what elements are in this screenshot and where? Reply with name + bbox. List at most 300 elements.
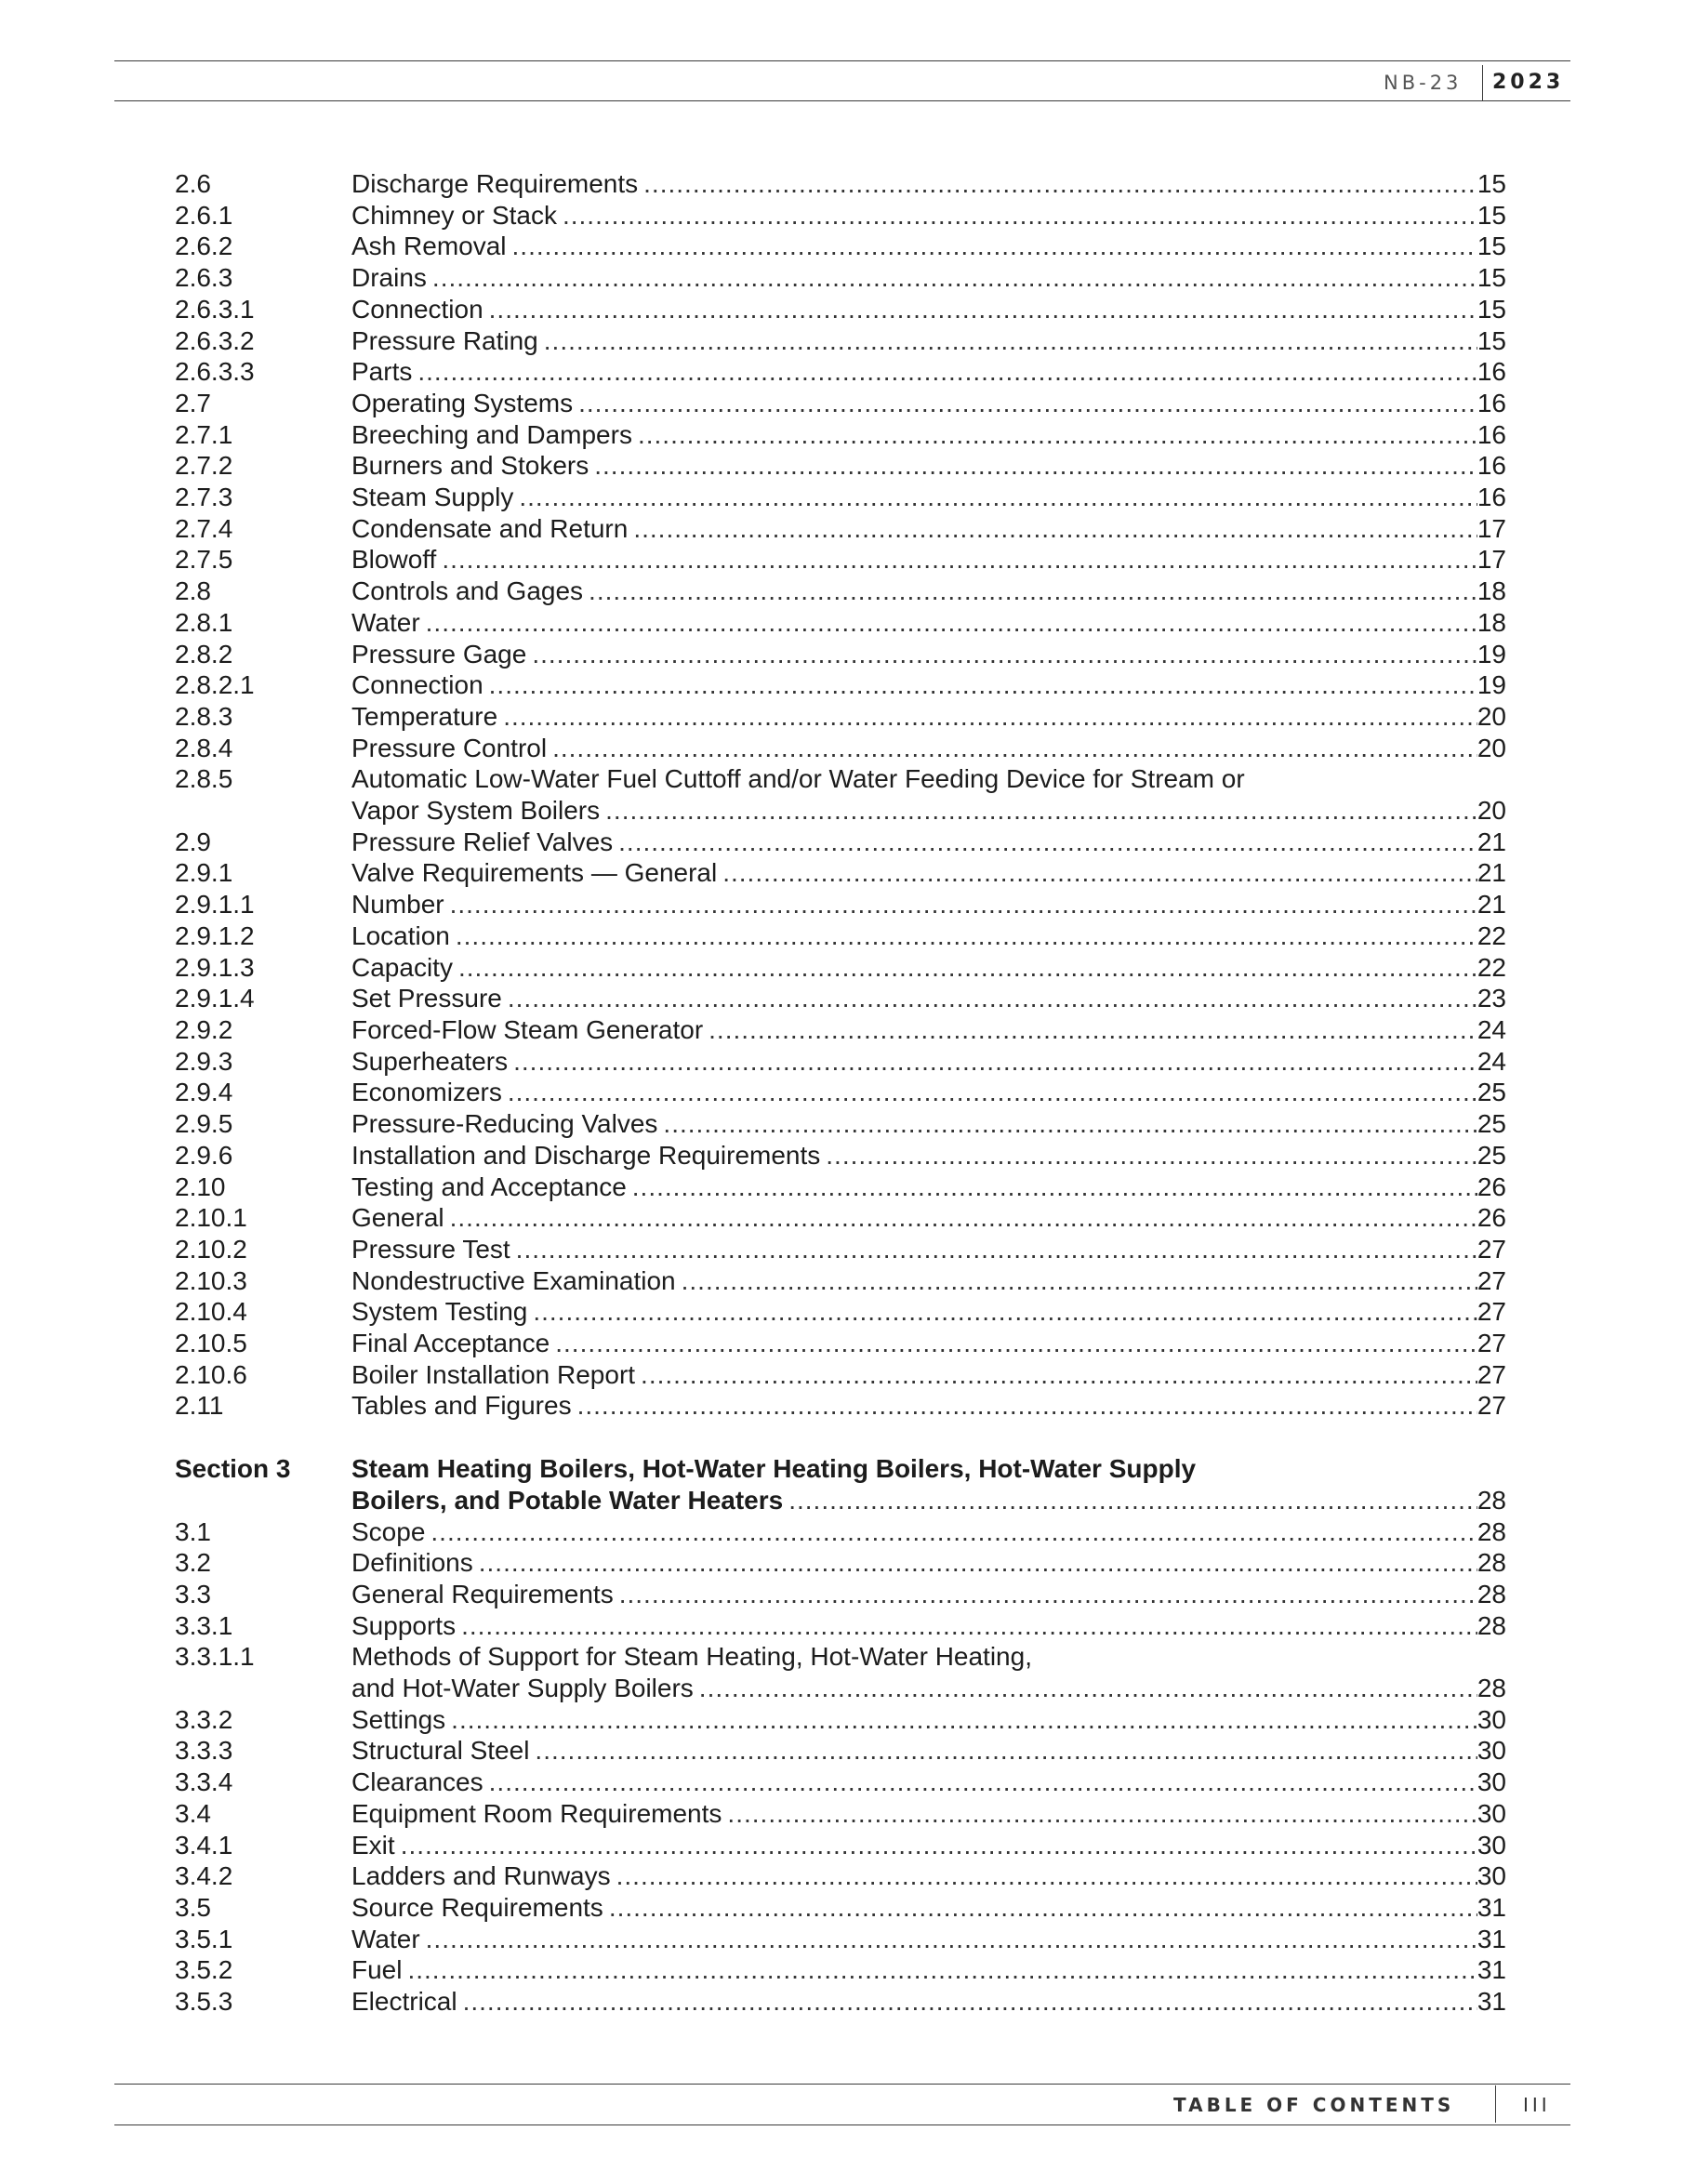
page-number: 31 [1477, 1892, 1506, 1922]
dot-leader [616, 1860, 1477, 1892]
entry-line [351, 1359, 1506, 1391]
dot-leader [633, 513, 1477, 545]
entry-title: Testing and Acceptance [351, 1171, 627, 1201]
entry-title: Boiler Installation Report [351, 1359, 636, 1389]
section-number: 2.9.1.2 [175, 920, 255, 950]
footer-page-numeral: III [1523, 2094, 1551, 2116]
toc-entry [175, 168, 1506, 200]
toc-entry [175, 388, 1506, 419]
entry-line [351, 168, 1506, 200]
page-number: 19 [1477, 670, 1506, 700]
entry-title: General Requirements [351, 1579, 614, 1608]
dot-leader [426, 607, 1477, 639]
toc-entry [175, 1986, 1506, 2018]
section-number: 2.9.1.4 [175, 984, 255, 1013]
page-number: 26 [1477, 1203, 1506, 1233]
page-number: 28 [1477, 1674, 1506, 1703]
dot-leader [461, 1610, 1477, 1642]
toc-entry [175, 1641, 1506, 1703]
entry-title: Pressure-Reducing Valves [351, 1109, 658, 1139]
footer-divider [1495, 2085, 1496, 2123]
entry-title: Boilers, and Potable Water Heaters [351, 1485, 784, 1515]
entry-body [351, 1108, 1506, 1140]
entry-line [351, 763, 1506, 795]
entry-body [351, 733, 1506, 764]
entry-body [351, 419, 1506, 451]
toc-entry [175, 1296, 1506, 1328]
toc-entry [175, 356, 1506, 388]
toc-entry [175, 1453, 1506, 1516]
toc-entry [175, 669, 1506, 701]
entry-title: Blowoff [351, 545, 437, 575]
entry-body [351, 1234, 1506, 1265]
toc-entry [175, 1046, 1506, 1078]
dot-leader [519, 482, 1477, 513]
toc-entry [175, 1328, 1506, 1359]
page-number: 16 [1477, 388, 1506, 417]
entry-line [351, 1924, 1506, 1955]
entry-line [351, 1735, 1506, 1767]
entry-title: Ladders and Runways [351, 1861, 611, 1891]
entry-body [351, 544, 1506, 576]
toc-entry [175, 607, 1506, 639]
section-number: 3.3 [175, 1579, 211, 1608]
dot-leader [618, 827, 1477, 858]
entry-title: Burners and Stokers [351, 451, 589, 481]
entry-title: Water [351, 1924, 420, 1953]
dot-leader [638, 419, 1477, 451]
entry-body [351, 920, 1506, 952]
section-number: 2.8 [175, 576, 211, 606]
entry-title: Steam Supply [351, 483, 514, 512]
dot-leader [532, 639, 1477, 670]
dot-leader [489, 1767, 1477, 1798]
entry-line [351, 1892, 1506, 1924]
page-number: 31 [1477, 1955, 1506, 1985]
entry-body [351, 1453, 1506, 1516]
entry-body [351, 1830, 1506, 1861]
section-number: 3.3.1.1 [175, 1642, 255, 1672]
entry-body [351, 639, 1506, 670]
page-number: 28 [1477, 1610, 1506, 1640]
entry-title: Tables and Figures [351, 1391, 572, 1421]
section-number: 2.7.1 [175, 419, 233, 449]
entry-body [351, 1328, 1506, 1359]
entry-title: Breeching and Dampers [351, 419, 632, 449]
entry-body [351, 607, 1506, 639]
dot-leader [508, 983, 1477, 1014]
entry-body [351, 1202, 1506, 1234]
toc-entry [175, 1954, 1506, 1986]
entry-body [351, 1171, 1506, 1203]
entry-line [351, 1046, 1506, 1078]
entry-line [351, 1108, 1506, 1140]
entry-body [351, 983, 1506, 1014]
entry-line [351, 952, 1506, 984]
dot-leader [727, 1798, 1477, 1830]
entry-body [351, 576, 1506, 607]
entry-body [351, 1798, 1506, 1830]
entry-body [351, 1892, 1506, 1924]
entry-title: Controls and Gages [351, 576, 584, 606]
section-number: 3.4 [175, 1798, 211, 1828]
entry-title: Source Requirements [351, 1892, 603, 1922]
entry-title: Connection [351, 670, 483, 700]
toc-entry [175, 231, 1506, 262]
entry-title: Steam Heating Boilers, Hot-Water Heating Boilers, Hot-Water Supply [351, 1454, 1197, 1484]
dot-leader [544, 325, 1477, 357]
toc-entry [175, 827, 1506, 858]
entry-body [351, 1641, 1506, 1703]
entry-title: and Hot-Water Supply Boilers [351, 1674, 694, 1703]
entry-body [351, 669, 1506, 701]
dot-leader [826, 1140, 1477, 1171]
entry-body [351, 1265, 1506, 1297]
dot-leader [643, 168, 1477, 200]
entry-line [351, 1234, 1506, 1265]
dot-leader [641, 1359, 1477, 1391]
entry-body [351, 952, 1506, 984]
page-number: 26 [1477, 1171, 1506, 1201]
toc-entry [175, 294, 1506, 325]
page-number: 16 [1477, 419, 1506, 449]
toc-entry [175, 1265, 1506, 1297]
toc-entry [175, 1892, 1506, 1924]
section-number: 2.7.2 [175, 451, 233, 481]
page-number: 24 [1477, 1046, 1506, 1076]
entry-line [351, 795, 1506, 827]
entry-body [351, 1359, 1506, 1391]
entry-line [351, 1610, 1506, 1642]
entry-title: Economizers [351, 1078, 502, 1107]
entry-title: Equipment Room Requirements [351, 1798, 722, 1828]
entry-line [351, 419, 1506, 451]
entry-line [351, 889, 1506, 920]
toc-entry [175, 983, 1506, 1014]
page-number: 17 [1477, 513, 1506, 543]
entry-title: Superheaters [351, 1046, 509, 1076]
entry-title: Pressure Test [351, 1234, 510, 1264]
section-number: 2.9.5 [175, 1109, 233, 1139]
entry-title: Chimney or Stack [351, 200, 557, 230]
page-number: 31 [1477, 1987, 1506, 2017]
entry-line [351, 701, 1506, 733]
page-number: 25 [1477, 1140, 1506, 1170]
entry-body [351, 294, 1506, 325]
page-number: 25 [1477, 1109, 1506, 1139]
entry-line [351, 1202, 1506, 1234]
entry-title: Vapor System Boilers [351, 796, 601, 826]
entry-line [351, 983, 1506, 1014]
entry-line [351, 325, 1506, 357]
table-of-contents [175, 168, 1506, 2018]
section-number: 2.8.1 [175, 607, 233, 637]
entry-line [351, 1986, 1506, 2018]
page-number: 16 [1477, 483, 1506, 512]
section-number: 2.8.4 [175, 733, 233, 762]
entry-line [351, 1296, 1506, 1328]
section-number: 2.8.2.1 [175, 670, 255, 700]
dot-leader [463, 1986, 1477, 2018]
page-number: 27 [1477, 1234, 1506, 1264]
dot-leader [432, 262, 1477, 294]
dot-leader [451, 1704, 1477, 1736]
section-number: 2.8.3 [175, 701, 233, 731]
entry-title: Exit [351, 1830, 395, 1860]
entry-line [351, 1954, 1506, 1986]
entry-line [351, 1516, 1506, 1548]
header-doc-code: NB-23 [1384, 72, 1463, 94]
section-number: 2.9 [175, 827, 211, 856]
footer-bottom-rule [114, 2124, 1570, 2125]
entry-body [351, 325, 1506, 357]
dot-leader [619, 1579, 1477, 1610]
entry-body [351, 1704, 1506, 1736]
section-number: 2.6.3.2 [175, 325, 255, 355]
entry-body [351, 388, 1506, 419]
entry-title: Nondestructive Examination [351, 1265, 676, 1295]
page-number: 31 [1477, 1924, 1506, 1953]
section-number: Section 3 [175, 1454, 291, 1484]
toc-entry [175, 1830, 1506, 1861]
section-number: 3.3.2 [175, 1704, 233, 1734]
entry-title: Pressure Relief Valves [351, 827, 614, 856]
dot-leader [788, 1485, 1477, 1516]
section-number: 3.3.1 [175, 1610, 233, 1640]
header-divider [1482, 65, 1483, 100]
entry-body [351, 450, 1506, 482]
page-number: 21 [1477, 890, 1506, 920]
dot-leader [508, 1077, 1477, 1108]
section-number: 2.11 [175, 1391, 224, 1421]
page-number: 16 [1477, 451, 1506, 481]
entry-title: Set Pressure [351, 984, 502, 1013]
entry-title: Discharge Requirements [351, 169, 639, 198]
entry-body [351, 1986, 1506, 2018]
toc-entry [175, 262, 1506, 294]
dot-leader [533, 1296, 1477, 1328]
page-number: 30 [1477, 1736, 1506, 1766]
entry-title: Forced-Flow Steam Generator [351, 1014, 704, 1044]
entry-body [351, 168, 1506, 200]
dot-leader [442, 544, 1477, 576]
page-number: 18 [1477, 576, 1506, 606]
page-number: 30 [1477, 1861, 1506, 1891]
toc-entry [175, 1014, 1506, 1046]
entry-title: Temperature [351, 701, 498, 731]
entry-body [351, 1516, 1506, 1548]
entry-title: Drains [351, 263, 427, 293]
section-number: 2.9.2 [175, 1014, 233, 1044]
entry-line [351, 1767, 1506, 1798]
section-number: 2.9.1.1 [175, 890, 255, 920]
entry-line [351, 857, 1506, 889]
section-number: 2.10 [175, 1171, 226, 1201]
dot-leader [709, 1014, 1477, 1046]
entry-line [351, 450, 1506, 482]
entry-title: Connection [351, 294, 483, 324]
toc-entry [175, 1140, 1506, 1171]
section-number: 3.4.2 [175, 1861, 233, 1891]
dot-leader [577, 1390, 1477, 1422]
page-number: 19 [1477, 639, 1506, 668]
entry-line [351, 576, 1506, 607]
page-number: 28 [1477, 1548, 1506, 1578]
entry-line [351, 1830, 1506, 1861]
entry-body [351, 1579, 1506, 1610]
page-number: 27 [1477, 1359, 1506, 1389]
section-number: 2.9.1.3 [175, 952, 255, 982]
toc-entry [175, 419, 1506, 451]
entry-line [351, 607, 1506, 639]
entry-title: Fuel [351, 1955, 403, 1985]
entry-body [351, 1860, 1506, 1892]
section-number: 2.9.1 [175, 858, 233, 888]
dot-leader [407, 1954, 1477, 1986]
section-number: 2.6.3 [175, 263, 233, 293]
toc-entry [175, 482, 1506, 513]
section-number: 3.3.4 [175, 1767, 233, 1797]
dot-leader [401, 1830, 1477, 1861]
entry-line [351, 1860, 1506, 1892]
dot-leader [722, 857, 1477, 889]
dot-leader [682, 1265, 1477, 1297]
toc-entry [175, 1735, 1506, 1767]
toc-entry [175, 1077, 1506, 1108]
entry-title: Electrical [351, 1987, 457, 2017]
entry-body [351, 827, 1506, 858]
page-number: 16 [1477, 357, 1506, 387]
toc-entry [175, 920, 1506, 952]
entry-line [351, 262, 1506, 294]
dot-leader [430, 1516, 1477, 1548]
page-number: 15 [1477, 169, 1506, 198]
dot-leader [589, 576, 1477, 607]
section-number: 2.10.2 [175, 1234, 247, 1264]
dot-leader [450, 1202, 1477, 1234]
toc-entry [175, 1704, 1506, 1736]
entry-line [351, 513, 1506, 545]
section-number: 3.5.2 [175, 1955, 233, 1985]
page-number: 20 [1477, 796, 1506, 826]
dot-leader [513, 1046, 1477, 1078]
page-number: 15 [1477, 325, 1506, 355]
section-number: 2.10.1 [175, 1203, 247, 1233]
page-number: 30 [1477, 1830, 1506, 1860]
dot-leader [632, 1171, 1477, 1203]
entry-body [351, 1735, 1506, 1767]
page-number: 27 [1477, 1297, 1506, 1327]
toc-entry [175, 733, 1506, 764]
entry-body [351, 889, 1506, 920]
dot-leader [555, 1328, 1477, 1359]
entry-title: Condensate and Return [351, 513, 629, 543]
entry-body [351, 200, 1506, 232]
toc-entry [175, 1202, 1506, 1234]
toc-entry [175, 1610, 1506, 1642]
toc-entry [175, 639, 1506, 670]
dot-leader [609, 1892, 1477, 1924]
dot-leader [535, 1735, 1477, 1767]
entry-title: Location [351, 920, 450, 950]
dot-leader [663, 1108, 1477, 1140]
entry-body [351, 262, 1506, 294]
page-number: 28 [1477, 1485, 1506, 1515]
toc-entry [175, 200, 1506, 232]
entry-line [351, 1704, 1506, 1736]
section-number: 2.9.3 [175, 1046, 233, 1076]
toc-entry [175, 450, 1506, 482]
entry-line [351, 388, 1506, 419]
page-number: 25 [1477, 1078, 1506, 1107]
header-top-rule [114, 60, 1570, 61]
entry-body [351, 1077, 1506, 1108]
entry-title: Automatic Low-Water Fuel Cuttoff and/or Water Feeding Device for Stream or [351, 764, 1245, 794]
dot-leader [594, 450, 1477, 482]
toc-entry [175, 513, 1506, 545]
dot-leader [552, 733, 1477, 764]
toc-entry [175, 1390, 1506, 1422]
entry-title: Parts [351, 357, 413, 387]
toc-entry [175, 701, 1506, 733]
dot-leader [450, 889, 1477, 920]
section-number: 2.7.5 [175, 545, 233, 575]
section-number: 2.9.4 [175, 1078, 233, 1107]
entry-title: System Testing [351, 1297, 528, 1327]
page-number: 27 [1477, 1329, 1506, 1358]
entry-body [351, 231, 1506, 262]
entry-line [351, 1140, 1506, 1171]
entry-line [351, 1673, 1506, 1704]
entry-line [351, 1390, 1506, 1422]
page-number: 22 [1477, 920, 1506, 950]
page-number: 17 [1477, 545, 1506, 575]
entry-line [351, 639, 1506, 670]
toc-entry [175, 1860, 1506, 1892]
dot-leader [699, 1673, 1477, 1704]
entry-line [351, 1579, 1506, 1610]
section-number: 2.8.2 [175, 639, 233, 668]
entry-body [351, 1924, 1506, 1955]
footer-label: TABLE OF CONTENTS [1173, 2094, 1455, 2116]
entry-line [351, 1798, 1506, 1830]
entry-body [351, 1390, 1506, 1422]
entry-line [351, 920, 1506, 952]
dot-leader [417, 356, 1477, 388]
toc-entry [175, 1108, 1506, 1140]
dot-leader [458, 952, 1477, 984]
toc-entry [175, 763, 1506, 826]
toc-entry [175, 889, 1506, 920]
entry-title: Structural Steel [351, 1736, 530, 1766]
entry-line [351, 1171, 1506, 1203]
dot-leader [489, 294, 1477, 325]
page-number: 27 [1477, 1391, 1506, 1421]
header-bottom-rule [114, 100, 1570, 101]
page-number: 15 [1477, 263, 1506, 293]
page-number: 30 [1477, 1798, 1506, 1828]
section-number: 2.9.6 [175, 1140, 233, 1170]
entry-title: Operating Systems [351, 388, 574, 417]
toc-entry [175, 1767, 1506, 1798]
section-number: 3.1 [175, 1516, 211, 1546]
entry-line [351, 294, 1506, 325]
entry-body [351, 1296, 1506, 1328]
section-number: 3.3.3 [175, 1736, 233, 1766]
entry-title: General [351, 1203, 444, 1233]
section-number: 2.10.3 [175, 1265, 247, 1295]
dot-leader [512, 231, 1477, 262]
